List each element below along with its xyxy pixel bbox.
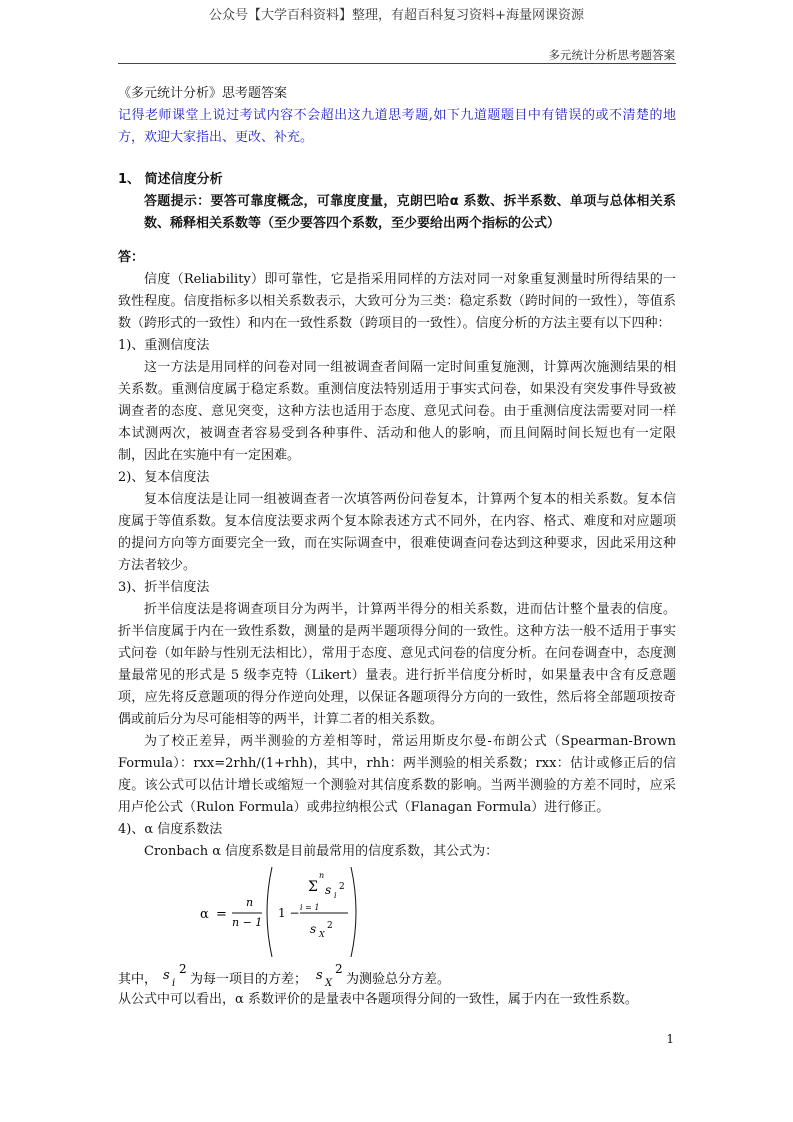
formula-sum-upper: n [319, 871, 325, 880]
document-title: 《多元统计分析》思考题答案 [118, 86, 288, 101]
formula-equals: = [216, 907, 227, 922]
where-mid: 为每一项目的方差； [190, 972, 308, 987]
symbol-sub-x: X [325, 978, 333, 989]
where-prefix: 其中， [118, 972, 158, 987]
paragraph-test-retest: 这一方法是用同样的问卷对同一组被调查者间隔一定时间重复施测，计算两次施测结果的相关系数。重测信度属于稳定系数。重测信度法特别适用于事实式问卷，如果没有突发事件导致被调查者的态度、意见突变，这种方法也适用于态度、意见式问卷。由于重测信度法需要对同一样本试测两次，被调查者容易受到各种事件、活动和他人的影响，而且间隔时间长短也有一定限制，因此在实施中有一定困难。 [118, 360, 676, 463]
symbol-sub-i: i [172, 978, 176, 989]
paragraph-reliability-intro: 信度（Reliability）即可靠性，它是指采用同样的方法对同一对象重复测量时所得结果的一致性程度。信度指标多以相关系数表示，大致可分为三类：稳定系数（跨时间的一致性），等值系数（跨形式的一致性）和内在一致性系数（跨项目的一致性）。信度分析的方法主要有以下四种： [118, 272, 676, 331]
paragraph-split-half: 折半信度法是将调查项目分为两半，计算两半得分的相关系数，进而估计整个量表的信度。折半信度属于内在一致性系数，测量的是两半题项得分间的一致性。这种方法一般不适用于事实式问卷（如年龄与性别无法相比），常用于态度、意见式问卷的信度分析。在问卷调查中，态度测量最常见的形式是 5 级李克特（Likert）量表。进行折半信度分析时，如果量表中含有反意题项，应先将反意题项的得分作逆向处理，以保证各题项得分方向的一致性，然后将全部题项按奇偶或前后分为尽可能相等的两半，计算二者的相关系数。 [118, 602, 676, 727]
formula-s-x: s [310, 922, 317, 936]
page-number: 1 [666, 1032, 674, 1046]
formula-alpha: α [200, 907, 209, 922]
heading-test-retest: 1)、重测信度法 [118, 338, 210, 353]
symbol-sq-x: 2 [335, 962, 343, 976]
question-title: 1、 简述信度分析 [118, 172, 223, 187]
paragraph-cronbach: Cronbach α 信度系数是目前最常用的信度系数，其公式为： [144, 844, 499, 859]
formula-sq-x: 2 [327, 921, 333, 931]
symbol-s-i: s [163, 968, 170, 983]
answer-label: 答： [118, 250, 145, 265]
formula-sum-lower: i = 1 [300, 903, 320, 912]
symbol-sq-i: 2 [179, 962, 187, 976]
formula-n: n [246, 896, 254, 909]
paragraph-alternate-forms: 复本信度法是让同一组被调查者一次填答两份问卷复本，计算两个复本的相关系数。复本信度属于等值系数。复本信度法要求两个复本除表述方式不同外，在内容、格式、难度和对应题项的提问方向等方面要完全一致，而在实际调查中，很难使调查问卷达到这种要求，因此采用这种方法者较少。 [118, 492, 676, 573]
symbol-s-x: s [316, 968, 323, 983]
formula-sub-i: i [334, 891, 337, 900]
heading-split-half: 3)、折半信度法 [118, 580, 210, 595]
heading-alternate-forms: 2)、复本信度法 [118, 470, 210, 485]
variance-definition-line [118, 961, 676, 989]
cronbach-alpha-formula [118, 863, 676, 961]
header-rule [118, 63, 676, 64]
paragraph-alpha-conclusion: 从公式中可以看出，α 系数评价的是量表中各题项得分间的一致性，属于内在一致性系数。 [118, 992, 638, 1007]
formula-sq-i: 2 [339, 882, 345, 892]
formula-one-minus: 1 − [278, 906, 300, 920]
where-suffix: 为测验总分方差。 [346, 972, 451, 987]
paragraph-spearman-brown: 为了校正差异，两半测验的方差相等时，常运用斯皮尔曼-布朗公式（Spearman-Brown Formula）：rxx=2rhh/(1+rhh)，其中，rhh：两半测验的相关系数；rxx：估计或修正后的信度。该公式可以估计增长或缩短一个测验对其信度系数的影响。当两半测验的方差不同时，应采用卢伦公式（Rulon Formula）或弗拉纳根公式（Flanagan Formula）进行修正。 [118, 734, 676, 815]
formula-sigma: Σ [308, 879, 318, 895]
page-content [118, 83, 676, 1011]
running-header: 多元统计分析思考题答案 [548, 48, 675, 62]
formula-sub-x: X [319, 930, 325, 939]
watermark-banner: 公众号【大学百科资料】整理，有超百科复习资料+海量网课资源 [209, 8, 584, 23]
answer-hint: 答题提示：要答可靠度概念，可靠度度量，克朗巴哈α 系数、拆半系数、单项与总体相关系数、稀释相关系数等（至少要答四个系数，至少要给出两个指标的公式） [144, 194, 676, 231]
formula-n-minus-1: n − 1 [232, 916, 263, 929]
intro-note: 记得老师课堂上说过考试内容不会超出这九道思考题,如下九道题题目中有错误的或不清楚的地方，欢迎大家指出、更改、补充。 [118, 108, 676, 145]
formula-s-i: s [325, 883, 332, 897]
heading-alpha: 4)、α 信度系数法 [118, 822, 223, 837]
